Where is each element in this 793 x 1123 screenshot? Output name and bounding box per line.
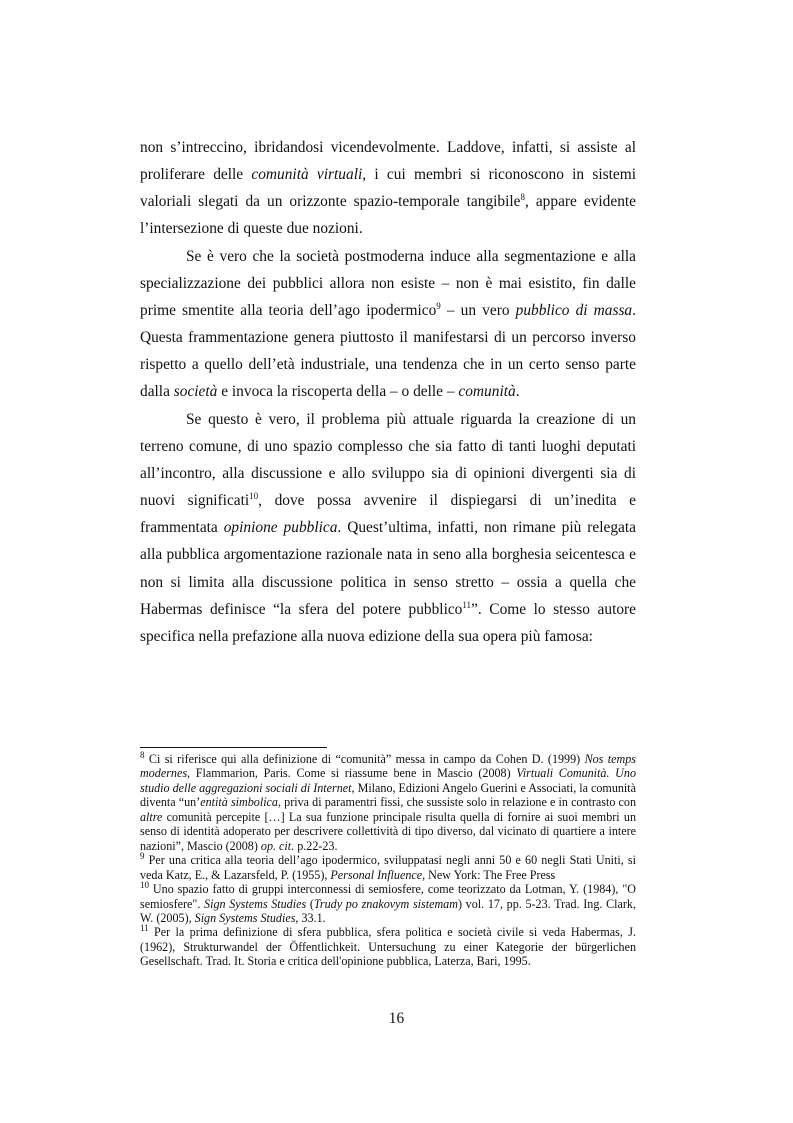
text-run: , priva di paramentri fissi, che sussiste solo in relazione e in contrasto con [277, 795, 637, 810]
italic-text: Nos temps modernes [140, 752, 636, 781]
paragraph [140, 406, 636, 650]
text-run: – un vero [440, 301, 516, 319]
text-run: comunità percepite […] La sua funzione principale risulta quella di fornire ai suoi membri un senso di identità adoperato per descrivere collettività di tipo diverso, dal vicinato di quartiere a intere nazioni”, Mascio (2008) [140, 809, 636, 853]
page-number: 16 [388, 1010, 405, 1027]
text-run: Se questo è vero, il problema più attuale riguarda la creazione di un terreno comune, di uno spazio complesso che sia fatto di tanti luoghi deputati all’incontro, alla discussione e allo sviluppo sia di opinioni divergenti sia di nuovi significati [140, 410, 636, 510]
text-run: non s’intreccino, ibridandosi vicendevolmente. Laddove, infatti, si assiste al proliferare delle [140, 139, 636, 184]
italic-text: Sign Systems Studies [194, 910, 296, 925]
footnote-marker: 8 [140, 749, 145, 760]
footnote-marker: 9 [436, 300, 441, 311]
footnote-marker: 9 [140, 851, 145, 862]
italic-text: opinione pubblica [223, 519, 338, 537]
text-run: Per una critica alla teoria dell’ago ipodermico, sviluppatasi negli anni 50 e 60 negli Stati Uniti, si veda Katz, E., & Lazarsfeld, P. (1955), [140, 853, 636, 882]
italic-text: comunità [458, 383, 516, 401]
footnote-separator [140, 747, 327, 748]
paragraph [140, 243, 636, 406]
italic-text: altre [140, 809, 163, 824]
text-run: Uno spazio fatto di gruppi interconnessi di semiosfere, come teorizzato da Lotman, Y. (1984), "O semiosfere". [140, 882, 636, 911]
footnotes [140, 749, 637, 969]
text-run: New York: The Free Press [425, 867, 556, 882]
footnote [140, 882, 636, 925]
text-run: . [515, 383, 520, 401]
italic-text: entità simbolica [200, 795, 278, 810]
footnote [140, 925, 636, 968]
italic-text: Virtuali Comunità. Uno studio delle aggregazioni sociali di Internet [140, 766, 636, 795]
text-run: p.22-23. [294, 838, 338, 853]
italic-text: op. cit. [260, 838, 295, 853]
text-run: , dove possa avvenire il dispiegarsi di un’inedita e frammentata [140, 492, 636, 537]
text-run: e invoca la riscoperta della – o delle – [217, 383, 459, 401]
text-run: , 33.1. [295, 910, 326, 925]
italic-text: società [173, 383, 218, 401]
text-run: . Questa frammentazione genera piuttosto il manifestarsi di un percorso inverso rispetto a quello dell’età industriale, una tendenza che in un certo senso parte dalla [140, 301, 636, 401]
text-run: ( [306, 896, 314, 911]
text-run: . Quest’ultima, infatti, non rimane più relegata alla pubblica argomentazione razionale nata in seno alla borghesia seicentesca e non si limita alla discussione politica in senso stretto – ossia a quella che Habermas definisce “la sfera del potere pubblico [140, 519, 636, 618]
footnote [140, 749, 637, 853]
paragraph [140, 134, 636, 243]
text-run: , i cui membri si riconoscono in sistemi valoriali slegati da un orizzonte spazio-temporale tangibile [140, 166, 636, 211]
footnote-marker: 11 [462, 599, 472, 610]
text-run: Per la prima definizione di sfera pubblica, sfera politica e società civile si veda Habermas, J. (1962), Strukturwandel der Öffentlichkeit. Untersuchung zu einer Kategorie der bürgerlichen Gesellschaft. Trad. It. Storia e critica dell'opinione pubblica, Laterza, Bari, 1995. [140, 925, 636, 969]
italic-text: comunità virtuali [251, 166, 363, 184]
footnote [140, 853, 636, 882]
text-run: Se è vero che la società postmoderna induce alla segmentazione e alla specializzazione dei pubblici allora non esiste – non è mai esistito, fin dalle prime smentite alla teoria dell’ago ipodermico [140, 247, 636, 319]
italic-text: pubblico di massa [515, 301, 633, 319]
text-run: , appare evidente l’intersezione di queste due nozioni. [140, 193, 636, 238]
italic-text: Trudy po znakovym sistemam [313, 896, 458, 911]
body-text [140, 134, 636, 650]
text-run: , Flammarion, Paris. Come si riassume bene in Mascio (2008) [187, 766, 517, 781]
text-run: , Milano, Edizioni Angelo Guerini e Associati, la comunità diventa “un’ [140, 780, 637, 810]
italic-text: Personal Influence, [330, 867, 426, 882]
text-run: ) vol. 17, pp. 5-23. Trad. Ing. Clark, W. (2005), [140, 896, 636, 925]
text-run: ”. Come lo stesso autore specifica nella prefazione alla nuova edizione della sua opera più famosa: [140, 600, 637, 645]
text-run: Ci si riferisce qui alla definizione di “comunità” messa in campo da Cohen D. (1999) [144, 752, 585, 766]
footnote-marker: 10 [249, 490, 259, 501]
footnote-marker: 10 [140, 880, 149, 891]
italic-text: Sign Systems Studies [204, 896, 307, 911]
footnote-marker: 8 [520, 192, 525, 203]
footnote-marker: 11 [140, 923, 149, 934]
